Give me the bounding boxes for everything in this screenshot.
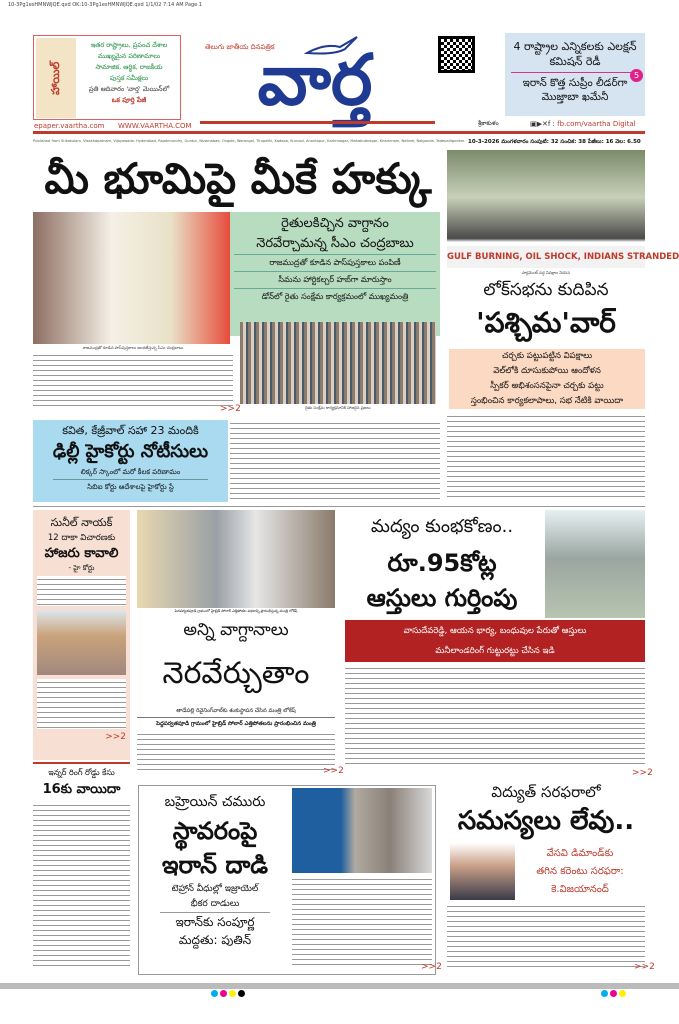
vasudeva-reddy-photo[interactable] (545, 510, 645, 618)
parliament-caption: పార్లమెంట్ వద్ద విపక్షాల నిరసన (521, 270, 571, 275)
bahrain-sub-4: మద్దతు: పుతిన్ (178, 933, 252, 947)
parliament-photo[interactable] (447, 150, 679, 268)
ring-road-body (33, 802, 130, 970)
ring-road-kicker: ఇన్నర్ రింగ్ రోడ్డు కేసు (48, 768, 115, 777)
bahrain-sub-3: ఇరాన్‌కు సంపూర్ణ (175, 915, 255, 929)
liquor-band-2: మనీలాండరింగ్ గుట్టురట్టు చేసిన ఇడి (435, 646, 555, 656)
sunil-h2: హాజరు కావాలి (44, 546, 119, 561)
lead-photo-caption: రాజముద్రతో కూడిన పాస్‌పుస్తకాలు అందజేస్తున్న సీఎం చంద్రబాబు (82, 345, 184, 350)
ring-road-headline[interactable]: 16కు వాయిదా (42, 782, 121, 797)
delhi-kicker: కవిత, కేజ్రీవాల్ సహా 23 మందికి (62, 424, 199, 437)
published-from: Published from Srikakulam, Visakhapatnam, Vijayawada, Hyderabad, Rajahmundry, Guntur, Nizamabad, Ongole, Warangal, Tirupathi, Kadapa, Kurnool, Anantapur, Karimnagar, Mahabubnagar, Khammam, Nellore, Nalgonda, Tadepalligudem. (33, 139, 466, 143)
lokesh-continued[interactable]: >>2 (323, 766, 344, 776)
liquor-headline-2[interactable]: ఆస్తులు గుర్తింపు (366, 584, 518, 612)
bahrain-kicker: బహ్రెయిన్ చమురు (164, 794, 266, 810)
promo-box[interactable] (33, 35, 181, 120)
liquor-band (345, 620, 645, 662)
social-icons: ▣▶✕f : (530, 120, 555, 128)
delhi-sub-2: సిబిఐ కోర్టు ఆదేశాలపై హైకోర్టు స్టే (53, 479, 208, 494)
lead-sub-4: సీమను హార్టికల్చర్ హబ్‌గా మారుస్తాం (234, 271, 436, 288)
facebook-link[interactable]: fb.com/vaartha Digital (557, 120, 636, 128)
qr-code[interactable] (438, 36, 475, 73)
sunil-continued[interactable]: >>2 (105, 732, 126, 742)
lokesh-caption: పెదపర్వతపూడి గ్రామంలో హైబ్రిడ్ సోలార్ ఎత్తిపోతల పథకాన్ని ప్రారంభిస్తున్న మంత్రి లోకేష్ (174, 609, 298, 613)
crowd-photo[interactable] (240, 322, 436, 404)
parliament-sub: వెల్‌లోకి దూసుకుపోయి ఆందోళన (493, 366, 601, 376)
promo-line: ముఖ్యమైన పరిణామాలు (97, 52, 161, 60)
masthead-underline (200, 121, 435, 124)
promo-line: ప్రతి ఆదివారం 'వార్త' మెయిన్‌లో (88, 85, 170, 93)
sunil-body-2 (37, 679, 126, 729)
website-link[interactable]: WWW.VAARTHA.COM (118, 122, 192, 130)
bahrain-body (292, 876, 432, 968)
lead-body-text (33, 352, 233, 410)
edition-label: శ్రీకాకుళం (478, 120, 499, 127)
sunil-title: సునీల్ నాయక్ (50, 516, 113, 529)
lead-sub-2: నెరవేర్చామన్న సీఎం చంద్రబాబు (256, 236, 414, 251)
tagline: తెలుగు జాతీయ దినపత్రిక (205, 43, 275, 51)
liquor-continued[interactable]: >>2 (632, 768, 653, 778)
promo-line: ఇతర రాష్ట్రాలు, ప్రపంచ దేశాల (90, 41, 168, 49)
parliament-subhead-box (449, 349, 645, 409)
lead-sub-5: డోన్‌లో రైతు సంక్షేమ కార్యక్రమంలో ముఖ్యమంత్రి (234, 288, 436, 305)
sunil-box[interactable] (33, 510, 130, 760)
promo-line: సామాజిక, ఆర్థిక, రాజకీయ (95, 63, 163, 71)
parliament-headline[interactable]: 'పశ్చిమ'వార్ (476, 306, 616, 339)
power-continued[interactable]: >>2 (634, 962, 655, 972)
page-badge: 5 (630, 69, 643, 82)
sunil-h3: - హై కోర్టు (68, 564, 95, 572)
delhi-headline: ఢిల్లీ హైకోర్టు నోటీసులు (52, 441, 209, 462)
highcourt-photo[interactable] (37, 610, 126, 675)
lead-subhead-box (230, 212, 440, 336)
lokesh-headline[interactable]: నెరవేర్చుతాం (162, 656, 310, 691)
parliament-kicker: లోక్‌సభను కుదిపిన (483, 280, 609, 300)
lead-headline[interactable]: మీ భూమిపై మీకే హక్కు (44, 154, 432, 203)
protest-banner: GULF BURNING, OIL SHOCK, INDIANS STRANDED (447, 246, 645, 268)
liquor-kicker: మద్యం కుంభకోణం.. (370, 516, 514, 537)
right-promo-box[interactable] (505, 33, 645, 116)
power-body (447, 903, 645, 968)
lokesh-body (137, 731, 335, 773)
bahrain-headline-2: ఇరాన్ దాడి (161, 851, 269, 879)
lokesh-sub-2: పెద్దపర్వతపూడి గ్రామంలో హైబ్రిడ్ సోలార్ ఎత్తిపోతలను ప్రారంభించిన మంత్రి (156, 721, 316, 727)
parliament-sub: చర్చకు పట్టుపట్టిన విపక్షాలు (501, 351, 593, 361)
parliament-sub: స్పీకర్ అభిశంసనపైనా చర్చకు పట్టు (490, 381, 604, 391)
lead-sub-3: రాజముద్రతో కూడిన పాస్‌పుస్తకాలు పంపిణీ (234, 254, 436, 271)
dateline: 10-3-2026 మంగళవారం సంపుటి: 32 సంచిక: 38 పేజీలు: 16 వెల: 6.50 (468, 139, 641, 145)
parliament-sub: స్తంభించిన కార్యకలాపాలు, సభ నేటికి వాయిదా (470, 396, 624, 406)
liquor-headline-1[interactable]: రూ.95కోట్ల (387, 549, 497, 577)
bahrain-sub-1: టెహ్రాన్ వీధుల్లో ఇజ్రాయెల్ (171, 884, 259, 894)
masthead-logo: వార్త (257, 39, 373, 121)
bahrain-continued[interactable]: >>2 (421, 962, 442, 972)
promo-headline-1: 4 రాష్ట్రాల ఎన్నికలకు ఎలక్షన్ కమిషన్ రెడీ (513, 40, 637, 68)
header-rule (33, 131, 645, 134)
social-links[interactable] (530, 120, 636, 128)
lokesh-sub-1: తాడేపల్లి రివైనింగ్‌వాల్‌కు శంకుస్థాపన చేసిన మంత్రి లోకేష్ (137, 705, 335, 718)
delhi-hc-box[interactable] (33, 420, 228, 502)
section-divider (33, 506, 645, 507)
power-kicker: విద్యుత్ సరఫరాలో (491, 783, 601, 801)
lokesh-kicker: అన్ని వాగ్దానాలు (183, 620, 289, 640)
color-registration-bar (0, 983, 679, 989)
lead-photo[interactable] (33, 212, 230, 344)
power-sub-1: వేసవి డిమాండ్‌కు (546, 848, 614, 859)
bahrain-headline-1: స్థావరంపై (172, 817, 258, 845)
bahrain-sub-2: భీకర దాడులు (160, 897, 270, 913)
parliament-body-text (447, 413, 645, 498)
epaper-link[interactable]: epaper.vaartha.com (34, 122, 105, 130)
delhi-sub-1: లిక్కర్ స్కాంలో మరో కీలక పరిణామం (80, 468, 181, 476)
promo-line: పుస్తక సమీక్షలు (109, 74, 149, 82)
tehran-attack-photo[interactable] (292, 788, 432, 873)
promo-headline-2: ఇరాన్ కొత్త సుప్రీం లీడర్‌గా మొజ్తాబా ఖమేనీ (522, 77, 628, 103)
print-slug: 10-3Pg1esHMNWJQE.qxd OK:10-3Pg1esHMNWJQE.qxd 1/1/02 7:14 AM Page 1 (8, 2, 203, 8)
crowd-caption: రైతు సంక్షేమ కార్యక్రమానికి హాజరైన ప్రజలు (305, 405, 371, 410)
sunil-h1: 12 దాకా విచారణకు (47, 533, 116, 543)
promo-line: ఒక పూర్తి పేజీ (111, 96, 147, 104)
liquor-band-1: వాసుదేవరెడ్డి, ఆయన భార్య, బంధువుల పేరుతో ఆస్తులు (403, 626, 587, 636)
lead-continued[interactable]: >>2 (220, 404, 241, 414)
liquor-body (345, 665, 645, 765)
power-sub-2: తగిన కరెంటు సరఫరా: (536, 866, 624, 877)
promo-side-logo: హాయిల్ (36, 38, 76, 118)
sunil-body (37, 576, 126, 606)
delhi-body-text (230, 420, 440, 502)
vijayanand-photo[interactable] (450, 843, 515, 900)
power-headline[interactable]: సమస్యలు లేవు.. (457, 806, 635, 836)
power-sub-3: కె.విజయానంద్ (551, 884, 609, 895)
lead-sub-1: రైతులకిచ్చిన వాగ్దానం (281, 216, 389, 231)
lokesh-photo[interactable] (137, 510, 335, 608)
